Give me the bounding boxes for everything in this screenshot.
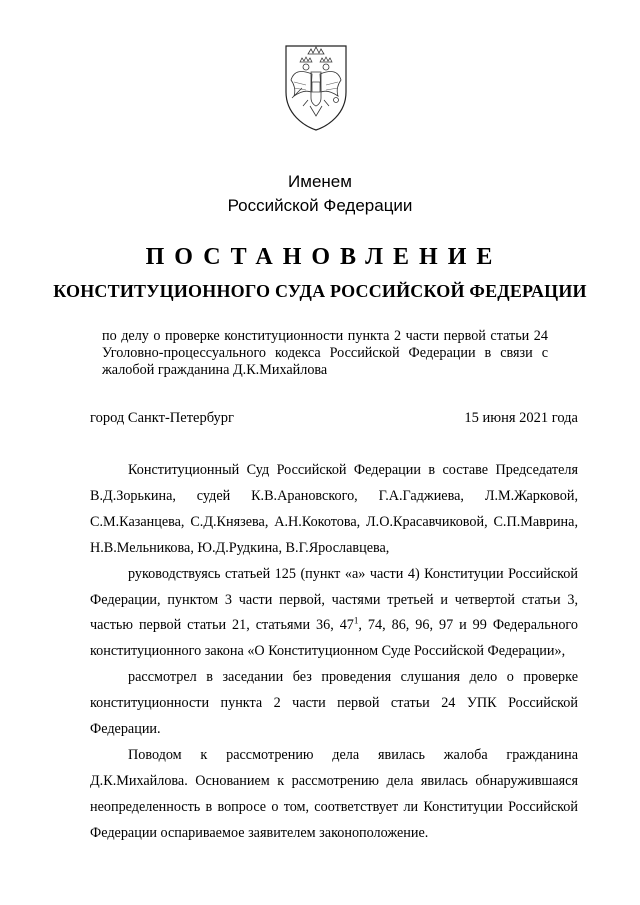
paragraph-consideration: рассмотрел в заседании без проведения слушания дело о проверке конституционности пункта 2 части первой статьи 24 УПК Российской Федерации. bbox=[90, 669, 578, 738]
document-body bbox=[90, 458, 578, 847]
paragraph-grounds: Поводом к рассмотрению дела явилась жалоба гражданина Д.К.Михайлова. Основанием к рассмотрению дела явилась обнаружившаяся неопределенность в вопросе о том, соответствует ли Конституции Российской Федерации оспариваемое заявителем законоположение. bbox=[90, 746, 578, 841]
case-subject: по делу о проверке конституционности пункта 2 части первой статьи 24 Уголовно-процессуального кодекса Российской Федерации в связи с жалобой гражданина Д.К.Михайлова bbox=[102, 328, 548, 378]
date-of-issue: 15 июня 2021 года bbox=[464, 410, 578, 426]
paragraph-legal-basis bbox=[90, 562, 578, 666]
legal-basis-text-part-2: , 74, 86, 96, 97 и 99 Федерального конституционного закона «О Конституционном Суде Российской Федерации», bbox=[90, 617, 578, 660]
russian-coat-of-arms-icon bbox=[278, 40, 354, 132]
paragraph-court-composition: Конституционный Суд Российской Федерации в составе Председателя В.Д.Зорькина, судей К.В.Арановского, Г.А.Гаджиева, Л.М.Жарковой, С.М.Казанцева, С.Д.Князева, А.Н.Кокотова, Л.О.Красавчиковой, С.П.Маврина, Н.В.Мельникова, Ю.Д.Рудкина, В.Г.Ярославцева, bbox=[90, 462, 578, 556]
legal-basis-text-part-1: руководствуясь статьей 125 (пункт «а» части 4) Конституции Российской Федерации, пунктом 3 части первой, частями третьей и четвертой статьи 3, частью первой статьи 21, статьями 36, 47 bbox=[90, 565, 578, 634]
in-name-line-2: Российской Федерации bbox=[227, 196, 413, 215]
place-of-issue: город Санкт-Петербург bbox=[90, 410, 235, 426]
document-subtitle: КОНСТИТУЦИОННОГО СУДА РОССИЙСКОЙ ФЕДЕРАЦИИ bbox=[53, 281, 587, 301]
document-title: ПОСТАНОВЛЕНИЕ bbox=[145, 244, 503, 270]
in-name-line-1: Именем bbox=[288, 172, 352, 191]
article-superscript: 1 bbox=[353, 615, 359, 626]
